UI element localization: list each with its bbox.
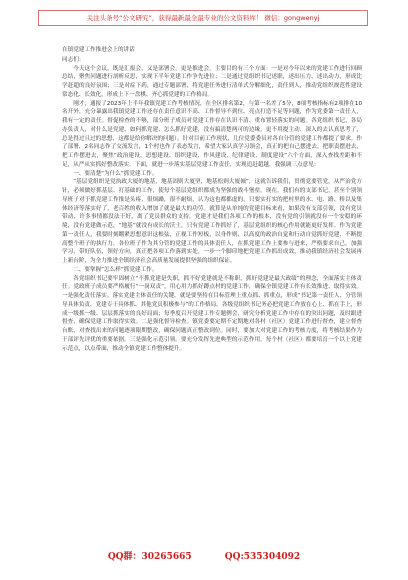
promo-banner: 关注头条号“公文研究”，获得最新最全最专业的公文资料库！ 微信：gongwenyj: [38, 10, 368, 26]
document-title: 在镇党建工作推进会上的讲话: [62, 47, 135, 53]
paragraph: 各党组织书记要牢固树立“不抓党建是失职，抓不好党建就是不称职，抓好党建是最大政绩”的理念，全面落实主体责任。党政班子成员要严格履行“一岗双责”，用心用力抓好蹲点村的党建工作，确保全镇党建工作有长效推进、取得实效。一是强化责任落实。落实党建主体责任的关键，就是要坚持在目标管理上重点抓、抓重点，形成“书记第一责任人、分管领导具体负责、党建专干具体抓、其他党员积极参与”的工作格局。各级党组织书记务必把党建工作放在心上、抓在手上，形成一级抓一级、层层抓落实的良好局面；每季度召开党建工作专题例会，研究分析党建工作中存在的突出问题，及时跟进督查，确保党建工作取得实效。二是强化督导检查。镇党委要定期不定期地对各村（社区）党建工作进行督查，建立督查台账，对查找出来的问题逐项限期整改，确保问题真正整改到位。同时，要加大对党建工作的考核力度，将考核结果作为干部评先评优的重要依据。三是强化示范引领。要充分发挥先进典型的示范作用，每个村（社区）都要培育一个以上党建示范点，以点带面，推动全镇党建工作整体提升。: [62, 275, 362, 352]
paragraph: 刚才，通报了2023年上半年我镇党建工作考核情况，在全区排名第2，与第一名差了5分，8项考核指标有2项排在10名开外，充分暴露出我镇党建工作还存在责任意识不高、工作督导不到位、亮点打造不足等问题，作为党委第一责任人，我有一定的责任。督促检查的不够，部分班子成员对党建工作存在认识不清、重布置轻落实的问题。各党组织书记、各局办负责人，对什么是党建、如何抓党建、怎么抓好党建，没有搞清楚两可的边缘，更不用提主动、深入的去认真思考了，总是得过且过的思想，这都是给你解决的问题）。针对目前工作现状，几位党委委员对各自分管的党建工作都提了要求。作了部署，2名同志作了交流发言，1个村也作了表态发言，希望大家认真学习领会，真正的把自己摆进去，把职责摆进去，把工作摆进去，聚焦“政治建设、思想建设、组织建设、作风建设、纪律建设、制度建设”六个方面，深入查找差距和不足，从严从实抓好整改落实。下面，就进一步落实基层党建工作责任，实现追赶超越，我强调三点意见：: [62, 100, 362, 168]
greeting: 同志们：: [62, 56, 85, 63]
section-heading: 一、要清楚“为什么”抓党建工作。: [73, 170, 158, 177]
paragraph: “基层党组织是党执政大厦的地基，地基固则大厦坚，地基松则大厦倾”，这就告诉我们，贯彻党要管党，从严治党方针，必须做好抓基层、打基础的工作，使每个基层党组织都成为坚强的战斗堡垒。现在，我们有的支部书记，甚至个别领导班子对于抓党建工作推是头疼，很烦躁，很不耐烦，认为这也都都虚的，只要实打实的把村里的水、电、路、桥以及集体经济等落实好了，老百姓的收入增加了就是最大的功劳。就算是从单纯的党建目标来看，如果没有支部引领，没有党员带动，许多事情都没法干好，离了党员群众的支持，党建才是我们各项工作的根本，没有党的引领就没有一个安稳的环境，没有党建做示范，“地基”就没有成长的沃土，只有党建工作抓好了，基层党组织的核心作用就能更好发挥。作为党建第一责任人，我要时刻绷紧思想意识这根弦，正视工作短板，以身作则、以高度的政治自觉和行动自觉抓好党建，不断提高整个班子的执行力，各位班子作为其分管的党建工作的具体责任人，在抓党建工作上要参与进来，严格要求自己，加强学习，带好队伍，领好方向，真正把各项工作落到实处，一步一个脚印地把党建工作抓出成效，推动我镇经济社会发展再上新台阶，为全力推进全镇经济社会高质量发展提供坚强的组织保证。: [62, 179, 362, 264]
paragraph: 今天这个会议，既是汇报会，又是部署会，更是推进会，主要目的有三个方面：一是对今年以来的党建工作进行回顾总结，聚焦问题进行剖析反思，实现下半年党建工作争先进位；二是通过党组织书记述职，述出压力、述出动力，形成比学赶超的良好氛围；三是对症下药，通过专题部署，将党建任务进行清单式分解细化，责任到人，推动党组织规范性建设常态化、长效化，形成上下一盘棋、齐心抓党建的工作格局。: [62, 65, 362, 98]
footer-contact: [0, 549, 408, 562]
qq-group: QQ群：30265665: [107, 552, 192, 562]
document-body: [62, 46, 362, 353]
section-heading: 二、要掌握“怎么样”抓党建工作。: [73, 266, 158, 273]
qq-number: QQ:535304092: [224, 552, 301, 562]
